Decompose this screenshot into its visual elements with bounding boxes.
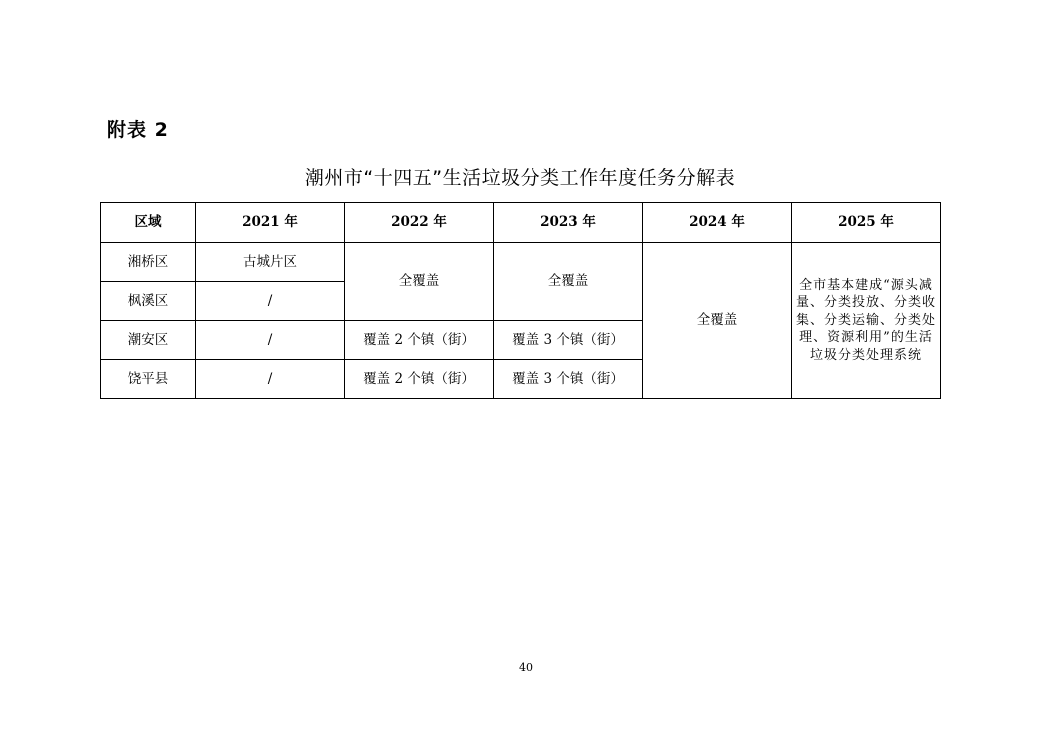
region-cell: 湘桥区 (101, 243, 196, 282)
page-number: 40 (519, 661, 533, 674)
document-title: 潮州市“十四五”生活垃圾分类工作年度任务分解表 (304, 167, 736, 189)
region-cell: 枫溪区 (101, 282, 196, 321)
year-2021-cell: / (196, 360, 345, 399)
year-2022-cell: 覆盖 2 个镇（街） (345, 321, 494, 360)
year-2023-cell: 覆盖 3 个镇（街） (494, 321, 643, 360)
year-2024-merged-cell: 全覆盖 (643, 243, 792, 399)
header-2025: 2025 年 (792, 203, 941, 243)
year-2023-merged-cell: 全覆盖 (494, 243, 643, 321)
table-row (101, 243, 941, 282)
year-2022-merged-cell: 全覆盖 (345, 243, 494, 321)
appendix-label: 附表 2 (107, 119, 169, 141)
year-2021-cell: / (196, 321, 345, 360)
header-2024: 2024 年 (643, 203, 792, 243)
year-2022-cell: 覆盖 2 个镇（街） (345, 360, 494, 399)
year-2025-merged-cell: 全市基本建成“源头减量、分类投放、分类收集、分类运输、分类处理、资源利用”的生活垃圾分类处理系统 (792, 243, 941, 399)
header-2023: 2023 年 (494, 203, 643, 243)
region-cell: 潮安区 (101, 321, 196, 360)
task-breakdown-table (100, 202, 941, 399)
header-region: 区域 (101, 203, 196, 243)
year-2021-cell: 古城片区 (196, 243, 345, 282)
header-2022: 2022 年 (345, 203, 494, 243)
table-header-row (101, 203, 941, 243)
header-2021: 2021 年 (196, 203, 345, 243)
year-2021-cell: / (196, 282, 345, 321)
region-cell: 饶平县 (101, 360, 196, 399)
year-2023-cell: 覆盖 3 个镇（街） (494, 360, 643, 399)
